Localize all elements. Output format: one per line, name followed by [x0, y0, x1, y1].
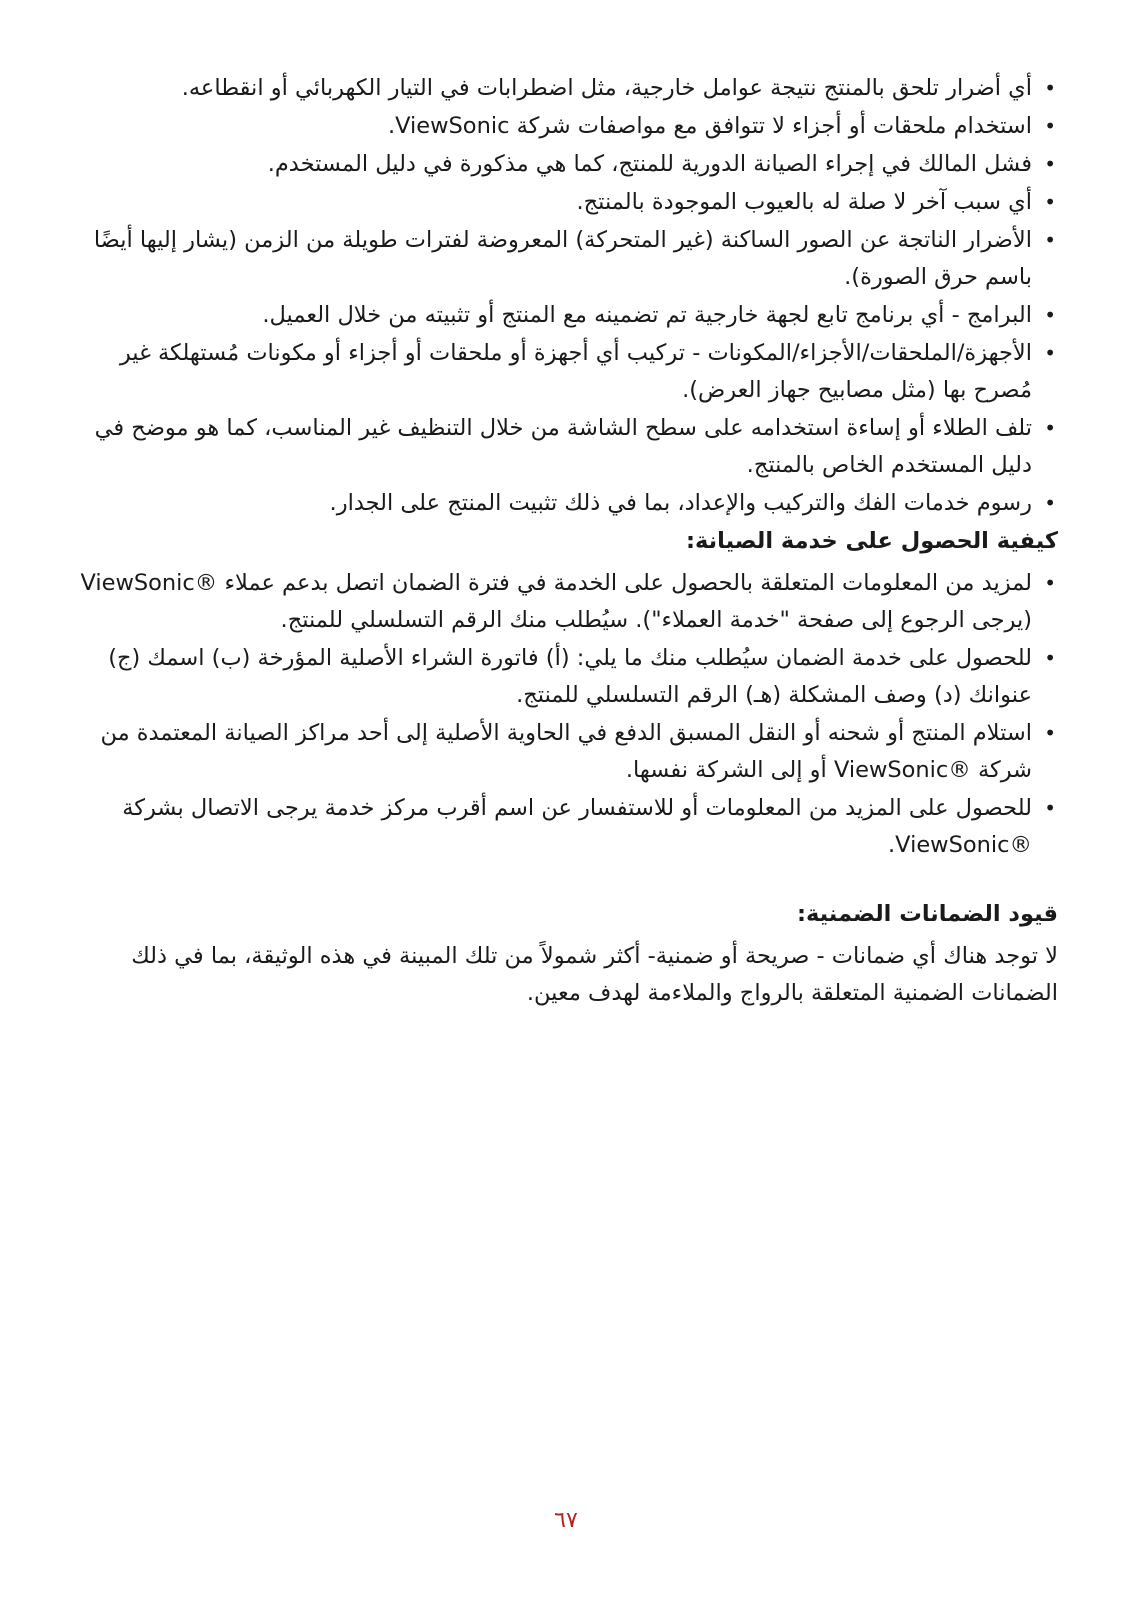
service-list	[80, 565, 1058, 864]
page-number: ٦٧	[554, 1508, 578, 1533]
page-content	[80, 70, 1058, 1012]
list-item: • استخدام ملحقات أو أجزاء لا تتوافق مع مواصفات شركة ViewSonic.	[80, 108, 1058, 145]
list-item: • أي أضرار تلحق بالمنتج نتيجة عوامل خارجية، مثل اضطرابات في التيار الكهربائي أو انقطاعه.	[80, 70, 1058, 107]
list-item: • تلف الطلاء أو إساءة استخدامه على سطح الشاشة من خلال التنظيف غير المناسب، كما هو موضح في دليل المستخدم الخاص بالمنتج.	[80, 410, 1058, 484]
service-section	[80, 523, 1058, 864]
not-covered-list	[80, 70, 1058, 522]
implied-heading: قيود الضمانات الضمنية:	[796, 901, 1058, 927]
list-item: • رسوم خدمات الفك والتركيب والإعداد، بما في ذلك تثبيت المنتج على الجدار.	[80, 485, 1058, 522]
list-item: • استلام المنتج أو شحنه أو النقل المسبق الدفع في الحاوية الأصلية إلى أحد مراكز الصيانة المعتمدة من شركة ®ViewSonic أو إلى الشركة نفسها.	[80, 715, 1058, 789]
list-item: • فشل المالك في إجراء الصيانة الدورية للمنتج، كما هي مذكورة في دليل المستخدم.	[80, 146, 1058, 183]
list-item: • الأضرار الناتجة عن الصور الساكنة (غير المتحركة) المعروضة لفترات طويلة من الزمن (يشار إليها أيضًا باسم حرق الصورة).	[80, 222, 1058, 296]
list-item: • أي سبب آخر لا صلة له بالعيوب الموجودة بالمنتج.	[80, 184, 1058, 221]
list-item: • البرامج - أي برنامج تابع لجهة خارجية تم تضمينه مع المنتج أو تثبيته من خلال العميل.	[80, 297, 1058, 334]
list-item: • للحصول على المزيد من المعلومات أو للاستفسار عن اسم أقرب مركز خدمة يرجى الاتصال بشركة ®ViewSonic.	[80, 790, 1058, 864]
list-item: • لمزيد من المعلومات المتعلقة بالحصول على الخدمة في فترة الضمان اتصل بدعم عملاء ®ViewSonic (يرجى الرجوع إلى صفحة "خدمة العملاء"). سيُطلب منك الرقم التسلسلي للمنتج.	[80, 565, 1058, 639]
list-item: • الأجهزة/الملحقات/الأجزاء/المكونات - تركيب أي أجهزة أو ملحقات أو أجزاء أو مكونات مُستهلكة غير مُصرح بها (مثل مصابيح جهاز العرض).	[80, 335, 1058, 409]
list-item: • للحصول على خدمة الضمان سيُطلب منك ما يلي: (أ) فاتورة الشراء الأصلية المؤرخة (ب) اسمك (ج) عنوانك (د) وصف المشكلة (هـ) الرقم التسلسلي للمنتج.	[80, 640, 1058, 714]
implied-warranty-section	[80, 896, 1058, 1012]
service-heading: كيفية الحصول على خدمة الصيانة:	[686, 528, 1058, 554]
implied-text: لا توجد هناك أي ضمانات - صريحة أو ضمنية- أكثر شمولاً من تلك المبينة في هذه الوثيقة، بما في ذلك الضمانات الضمنية المتعلقة بالرواج والملاءمة لهدف معين.	[131, 943, 1058, 1006]
